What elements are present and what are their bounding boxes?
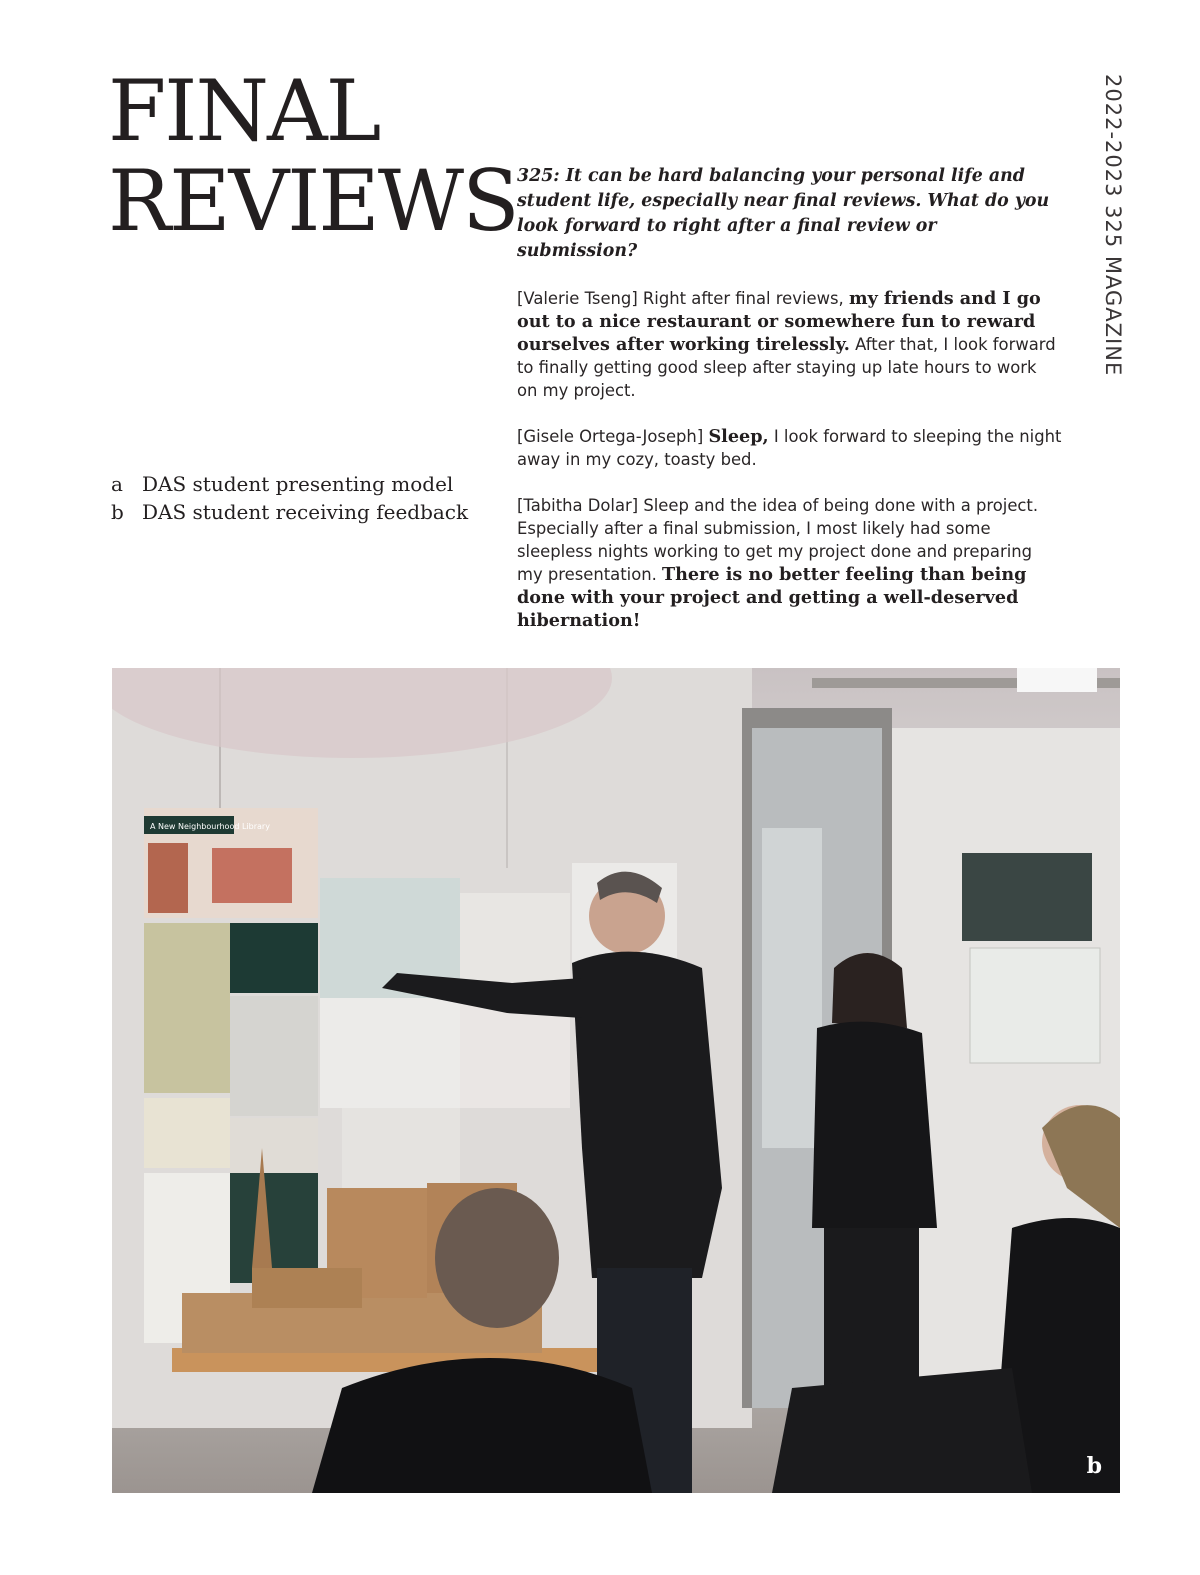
interview-column [517,164,1062,655]
right-wall-poster [962,853,1092,941]
answer-text: After that, I look forward to finally getting good sleep after staying up late hours to work on my project. [517,335,1056,400]
caption-a [111,470,468,498]
answer-highlight: There is no better feeling than being done with your project and getting a well-deserved hibernation! [517,564,1027,631]
caption-text: DAS student presenting model [142,472,454,496]
answer-gisele [517,425,1062,471]
photo-letter-label: b [1086,1453,1102,1479]
page-title [108,62,518,250]
caption-text: DAS student receiving feedback [142,500,469,524]
answer-tabitha [517,494,1062,632]
title-line-1: FINAL [108,62,380,160]
answer-text: [Valerie Tseng] Right after final reviews, [517,289,849,308]
title-line-2: REVIEWS [108,152,518,250]
caption-letter: a [111,472,123,496]
review-photo [112,668,1120,1493]
answer-text: [Tabitha Dolar] Sleep and the idea of being done with a project. Especially after a final submission, I most likely had some sleepless nights working to get my project done and preparing my presentation. [517,496,1039,584]
caption-b [111,498,468,526]
caption-letter: b [111,500,124,524]
answer-text: I look forward to sleeping the night away in my cozy, toasty bed. [517,427,1062,469]
review-photo-illustration [112,668,1120,1493]
magazine-side-label: 2022-2023 325 MAGAZINE [1101,74,1125,377]
poster-title: A New Neighbourhood Library [150,822,270,831]
answer-valerie [517,287,1062,402]
answer-highlight: Sleep, [708,426,769,447]
answer-highlight: my friends and I go out to a nice restaurant or somewhere fun to reward ourselves after working tirelessly. [517,288,1041,355]
photo-captions [111,470,468,526]
interview-question: 325: It can be hard balancing your personal life and student life, especially near final reviews. What do you look forward to right after a final review or submission? [517,166,1050,261]
answer-text: [Gisele Ortega-Joseph] [517,427,709,446]
